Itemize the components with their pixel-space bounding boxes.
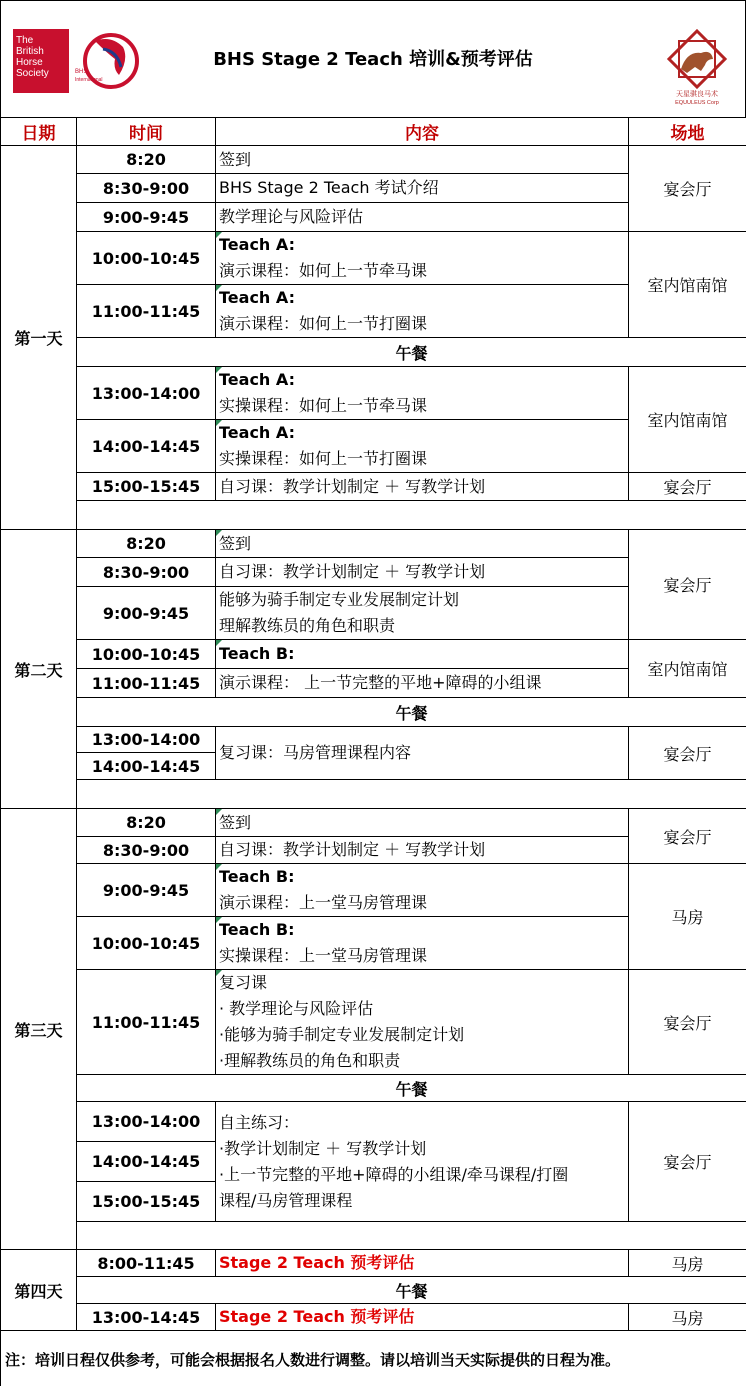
note-row: [1, 1331, 746, 1386]
venue-cell: 宴会厅: [629, 1102, 746, 1222]
content-cell: 能够为骑手制定专业发展制定计划 理解教练员的角色和职责: [216, 587, 629, 640]
content-cell: Teach B:: [216, 640, 629, 669]
spacer-row: [1, 780, 746, 809]
content-cell: Stage 2 Teach 预考评估: [216, 1250, 629, 1277]
svg-text:International: International: [75, 77, 103, 83]
spacer-cell: [77, 780, 746, 809]
content-cell: 教学理论与风险评估: [216, 203, 629, 232]
table-row: [1, 146, 746, 174]
table-row: [1, 1304, 746, 1331]
spacer-cell: [77, 501, 746, 530]
col-date: 日期: [1, 118, 77, 146]
time-cell: 15:00-15:45: [77, 473, 216, 501]
content-cell: 签到: [216, 530, 629, 558]
content-cell: Teach A: 实操课程：如何上一节牵马课: [216, 367, 629, 420]
time-cell: 11:00-11:45: [77, 285, 216, 338]
time-cell: 14:00-14:45: [77, 1142, 216, 1182]
time-cell: 9:00-9:45: [77, 587, 216, 640]
time-cell: 8:00-11:45: [77, 1250, 216, 1277]
content-cell: 复习课 · 教学理论与风险评估 ·能够为骑手制定专业发展制定计划 ·理解教练员的角色和职责: [216, 970, 629, 1075]
table-row: [1, 232, 746, 285]
day-label: 第一天: [1, 146, 77, 530]
time-cell: 9:00-9:45: [77, 864, 216, 917]
time-cell: 10:00-10:45: [77, 640, 216, 669]
time-cell: 15:00-15:45: [77, 1182, 216, 1222]
table-row: [1, 530, 746, 558]
time-cell: 8:20: [77, 809, 216, 837]
bhs-logo: The British Horse Society: [13, 29, 69, 93]
lunch-cell: 午餐: [77, 338, 746, 367]
time-cell: 8:30-9:00: [77, 174, 216, 203]
content-cell: BHS Stage 2 Teach 考试介绍: [216, 174, 629, 203]
spacer-cell: [77, 1222, 746, 1250]
lunch-cell: 午餐: [77, 698, 746, 727]
page-title: BHS Stage 2 Teach 培训&预考评估: [213, 49, 533, 70]
venue-cell: 宴会厅: [629, 727, 746, 780]
venue-cell: 室内馆南馆: [629, 367, 746, 473]
venue-cell: 宴会厅: [629, 473, 746, 501]
venue-cell: 马房: [629, 1250, 746, 1277]
day-label: 第四天: [1, 1250, 77, 1331]
content-cell: 签到: [216, 146, 629, 174]
lunch-cell: 午餐: [77, 1277, 746, 1304]
content-cell: 签到: [216, 809, 629, 837]
day-label: 第二天: [1, 530, 77, 809]
venue-cell: 宴会厅: [629, 970, 746, 1075]
time-cell: 13:00-14:45: [77, 1304, 216, 1331]
venue-cell: 宴会厅: [629, 530, 746, 640]
table-row: [1, 473, 746, 501]
content-cell: 自主练习： ·教学计划制定 ＋ 写教学计划 ·上一节完整的平地+障碍的小组课/牵马课程/打圈 课程/马房管理课程: [216, 1102, 629, 1222]
schedule-table: [0, 117, 746, 1386]
table-header-row: [1, 118, 746, 146]
time-cell: 14:00-14:45: [77, 420, 216, 473]
table-row: [1, 864, 746, 917]
equuleus-en-text: EQUULEUS Corp: [675, 100, 719, 105]
time-cell: 10:00-10:45: [77, 232, 216, 285]
table-row: [1, 367, 746, 420]
equuleus-cn-text: 天星骐良马术: [676, 90, 718, 98]
header: [0, 0, 746, 117]
venue-cell: 室内馆南馆: [629, 232, 746, 338]
content-cell: Teach A: 演示课程：如何上一节牵马课: [216, 232, 629, 285]
time-cell: 8:30-9:00: [77, 837, 216, 864]
footnote: 注：培训日程仅供参考，可能会根据报名人数进行调整。请以培训当天实际提供的日程为准。: [1, 1331, 746, 1386]
time-cell: 8:30-9:00: [77, 558, 216, 587]
time-cell: 13:00-14:00: [77, 727, 216, 753]
venue-cell: 马房: [629, 864, 746, 970]
table-row: [1, 640, 746, 669]
venue-cell: 宴会厅: [629, 146, 746, 232]
time-cell: 8:20: [77, 530, 216, 558]
col-venue: 场地: [629, 118, 746, 146]
venue-cell: 马房: [629, 1304, 746, 1331]
time-cell: 8:20: [77, 146, 216, 174]
content-cell: Teach A: 实操课程：如何上一节打圈课: [216, 420, 629, 473]
lunch-row: [1, 1075, 746, 1102]
table-row: [1, 809, 746, 837]
time-cell: 11:00-11:45: [77, 970, 216, 1075]
content-cell: Stage 2 Teach 预考评估: [216, 1304, 629, 1331]
equuleus-logo: [665, 29, 729, 105]
table-row: [1, 1102, 746, 1142]
lunch-row: [1, 1277, 746, 1304]
col-content: 内容: [216, 118, 629, 146]
time-cell: 14:00-14:45: [77, 753, 216, 780]
time-cell: 9:00-9:45: [77, 203, 216, 232]
time-cell: 11:00-11:45: [77, 669, 216, 698]
time-cell: 13:00-14:00: [77, 1102, 216, 1142]
table-row: [1, 727, 746, 753]
content-cell: 自习课：教学计划制定 ＋ 写教学计划: [216, 473, 629, 501]
content-cell: 自习课：教学计划制定 ＋ 写教学计划: [216, 558, 629, 587]
bhs-international-logo: [73, 29, 143, 93]
table-row: [1, 1250, 746, 1277]
venue-cell: 宴会厅: [629, 809, 746, 864]
day-label: 第三天: [1, 809, 77, 1250]
venue-cell: 室内馆南馆: [629, 640, 746, 698]
content-cell: 自习课：教学计划制定 ＋ 写教学计划: [216, 837, 629, 864]
content-cell: Teach A: 演示课程：如何上一节打圈课: [216, 285, 629, 338]
lunch-row: [1, 698, 746, 727]
content-cell: Teach B: 演示课程：上一堂马房管理课: [216, 864, 629, 917]
lunch-cell: 午餐: [77, 1075, 746, 1102]
lunch-row: [1, 338, 746, 367]
svg-text:BHS: BHS: [75, 69, 88, 75]
time-cell: 13:00-14:00: [77, 367, 216, 420]
time-cell: 10:00-10:45: [77, 917, 216, 970]
content-cell: 演示课程： 上一节完整的平地+障碍的小组课: [216, 669, 629, 698]
content-cell: Teach B: 实操课程：上一堂马房管理课: [216, 917, 629, 970]
spacer-row: [1, 1222, 746, 1250]
content-cell: 复习课：马房管理课程内容: [216, 727, 629, 780]
table-row: [1, 970, 746, 1075]
col-time: 时间: [77, 118, 216, 146]
spacer-row: [1, 501, 746, 530]
